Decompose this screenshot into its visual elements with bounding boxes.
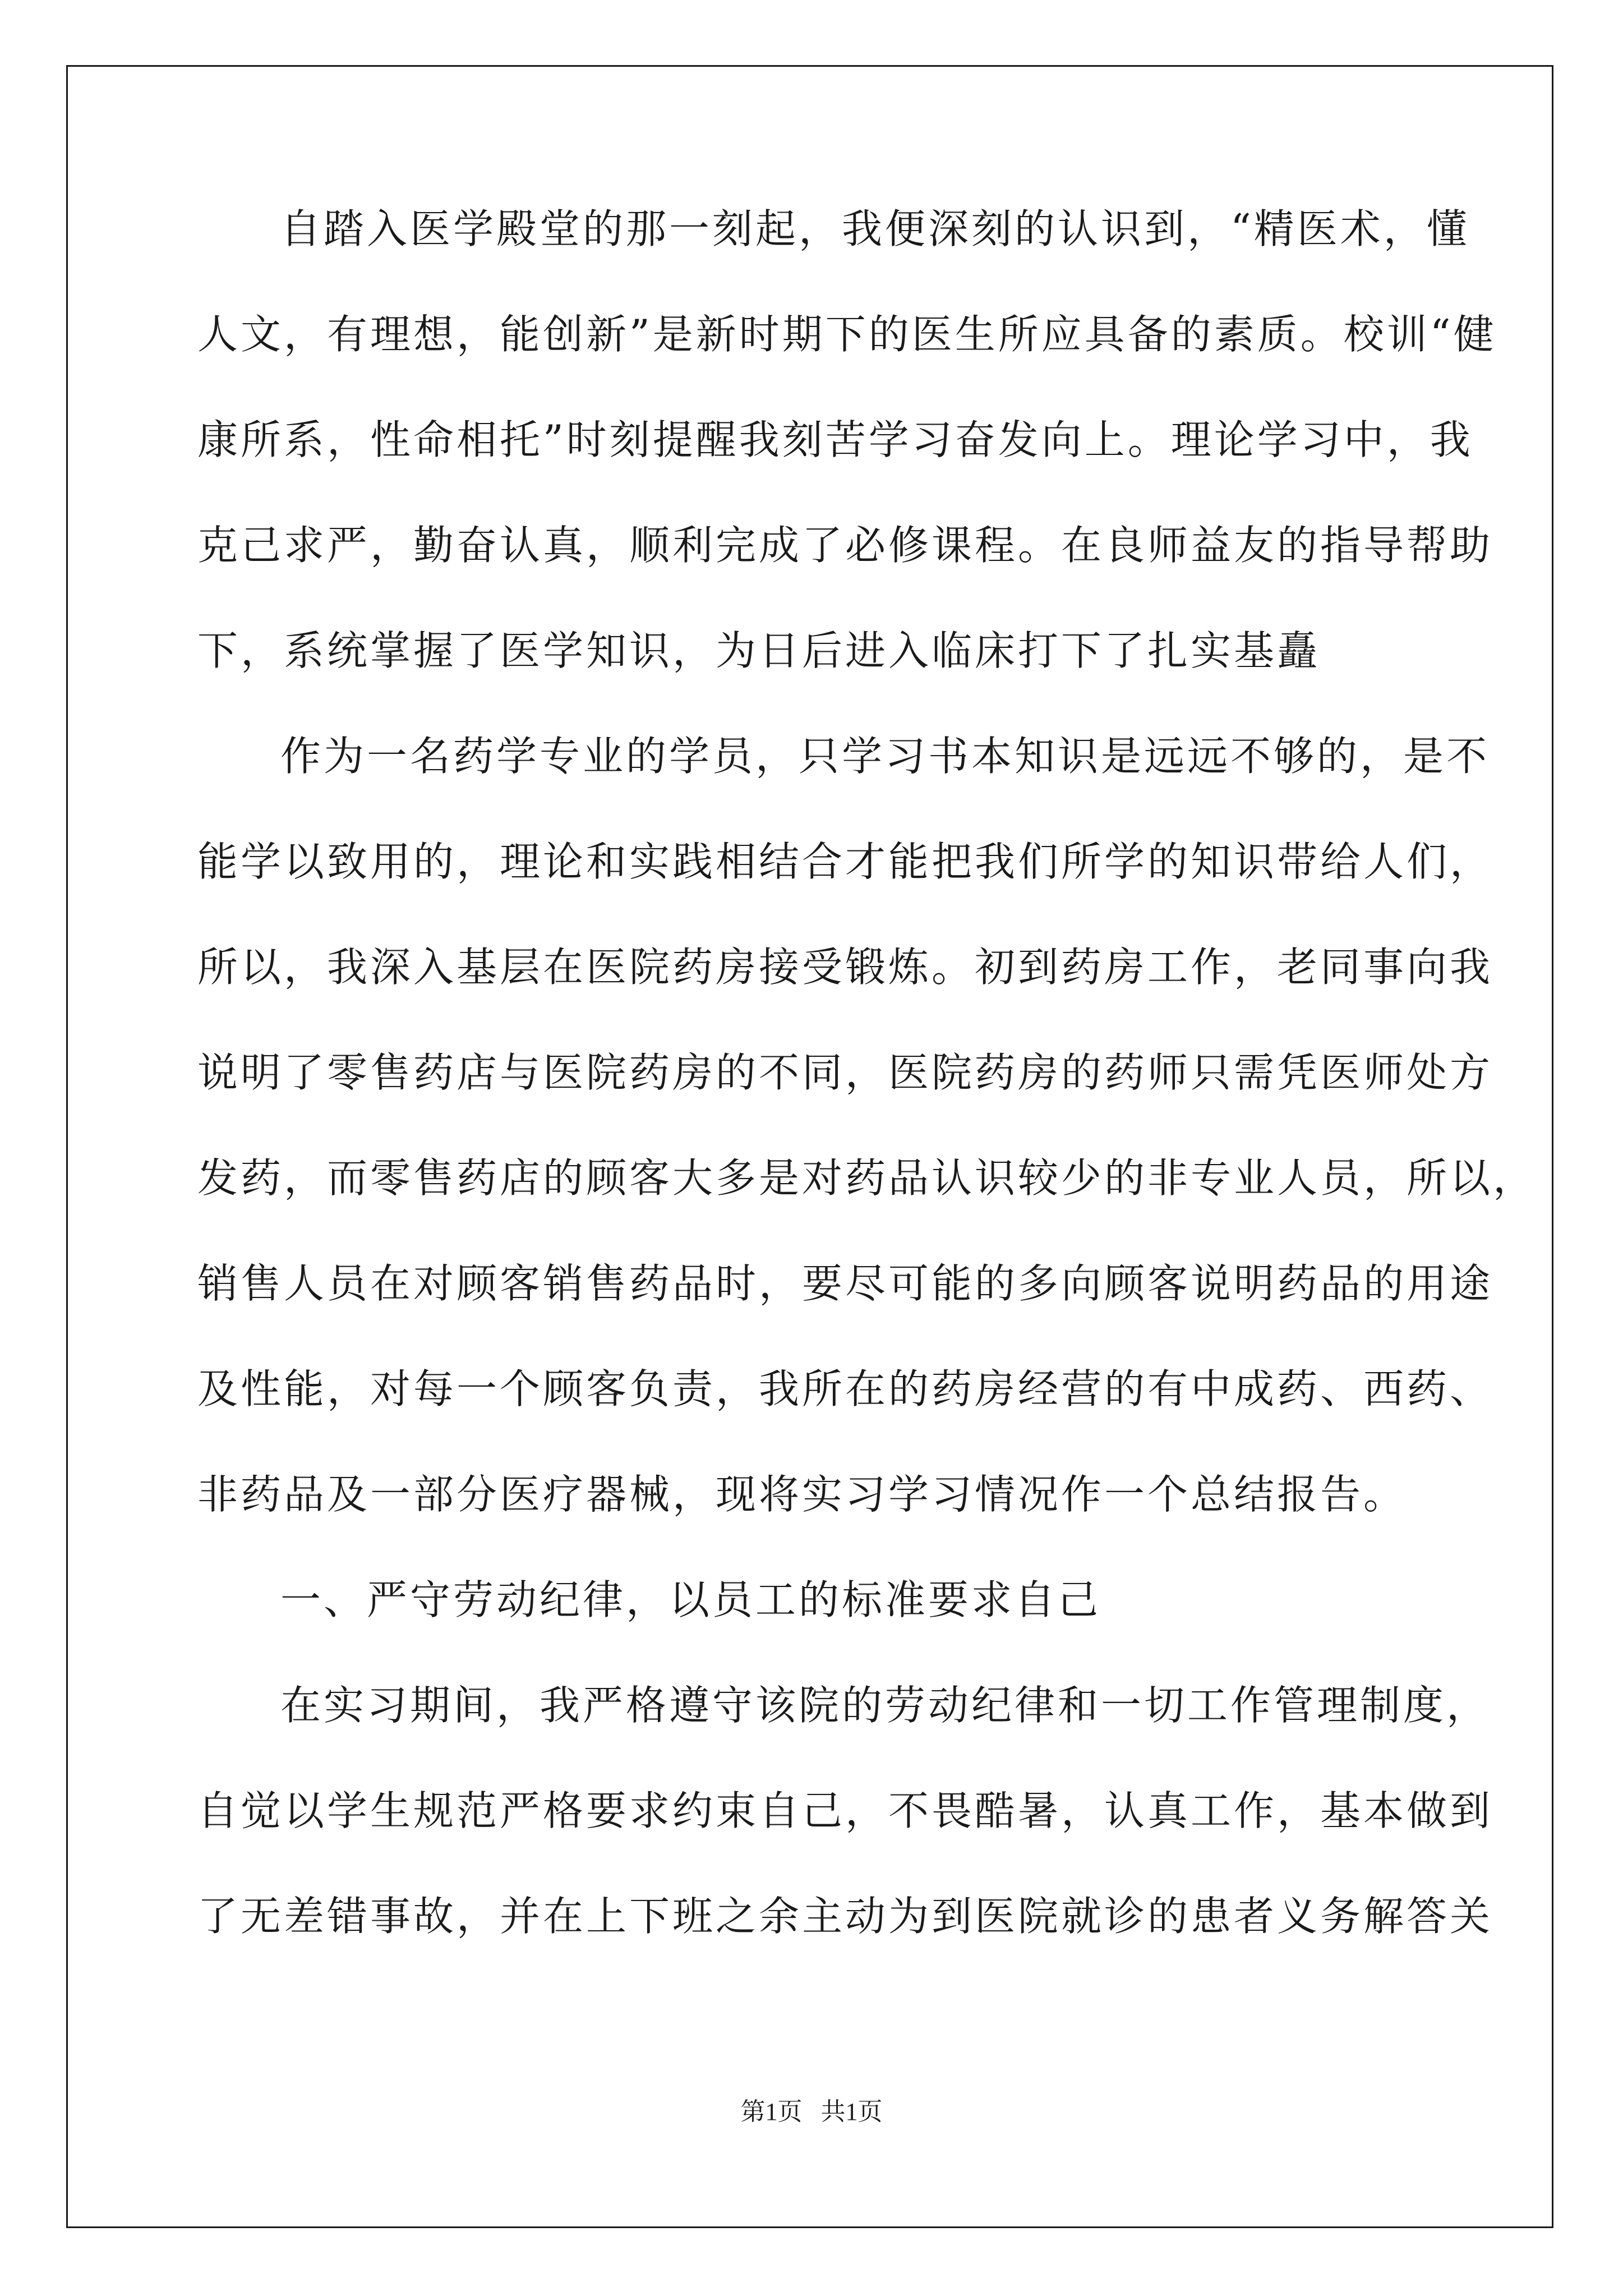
section-heading: 一、严守劳动纪律，以员工的标准要求自己 [280, 1576, 1101, 1623]
text-line: 了无差错事故，并在上下班之余主动为到医院就诊的患者义务解答关 [197, 1893, 1493, 1940]
text-line: 克己求严，勤奋认真，顺利完成了必修课程。在良师益友的指导帮助 [197, 522, 1493, 569]
text-line: 康所系，性命相托”时刻提醒我刻苦学习奋发向上。理论学习中，我 [197, 416, 1473, 463]
text-line: 在实习期间，我严格遵守该院的劳动纪律和一切工作管理制度， [280, 1682, 1490, 1729]
text-line: 非药品及一部分医疗器械，现将实习学习情况作一个总结报告。 [197, 1471, 1407, 1518]
text-line: 人文，有理想，能创新”是新时期下的医生所应具备的素质。校训“健 [197, 311, 1497, 358]
page-footer: 第1页 共1页 [740, 2098, 883, 2125]
text-line: 自踏入医学殿堂的那一刻起，我便深刻的认识到，“精医术，懂 [280, 205, 1470, 252]
text-line: 能学以致用的，理论和实践相结合才能把我们所学的知识带给人们， [197, 838, 1493, 885]
text-line: 发药，而零售药店的顾客大多是对药品认识较少的非专业人员，所以， [197, 1154, 1537, 1202]
text-line: 说明了零售药店与医院药房的不同，医院药房的药师只需凭医师处方 [197, 1049, 1493, 1096]
text-line: 销售人员在对顾客销售药品时，要尽可能的多向顾客说明药品的用途 [197, 1260, 1493, 1307]
text-line: 所以，我深入基层在医院药房接受锻炼。初到药房工作，老同事向我 [197, 944, 1493, 991]
text-line: 下，系统掌握了医学知识，为日后进入临床打下了扎实基矗 [197, 627, 1321, 674]
text-line: 自觉以学生规范严格要求约束自己，不畏酷暑，认真工作，基本做到 [197, 1787, 1493, 1834]
text-line: 及性能，对每一个顾客负责，我所在的药房经营的有中成药、西药、 [197, 1365, 1493, 1412]
text-line: 作为一名药学专业的学员，只学习书本知识是远远不够的，是不 [280, 733, 1490, 780]
